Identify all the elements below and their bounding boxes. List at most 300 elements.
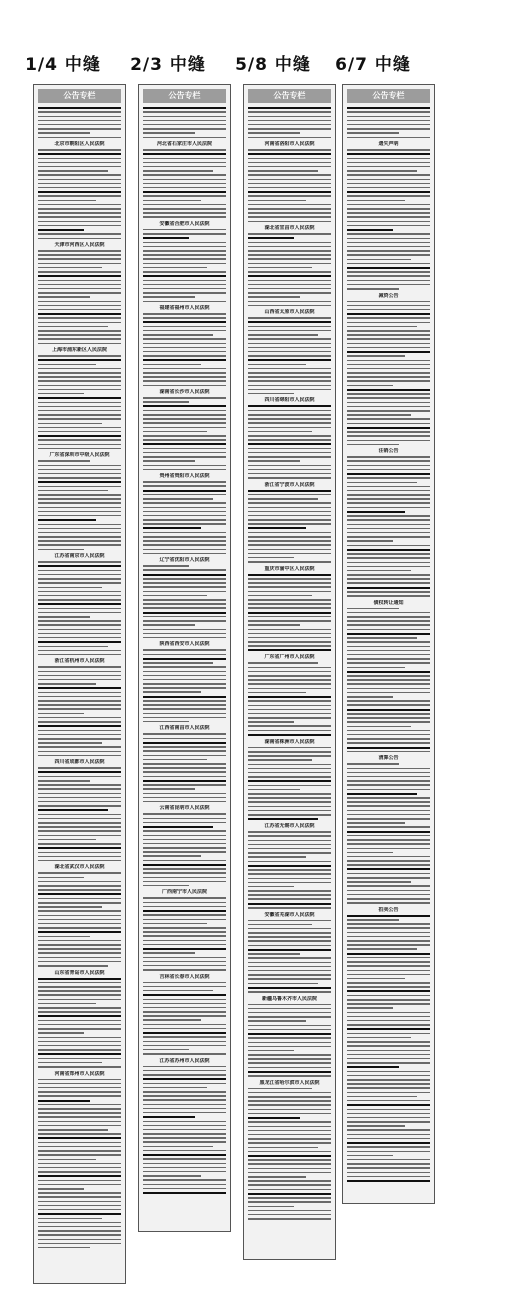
text-line (38, 910, 121, 912)
text-line (38, 238, 121, 240)
text-line (248, 840, 331, 842)
text-line (347, 965, 430, 967)
text-line (143, 864, 226, 866)
text-line (38, 767, 121, 769)
text-line (248, 208, 331, 210)
text-line (38, 637, 121, 639)
text-line (248, 1020, 306, 1022)
text-line (347, 477, 430, 479)
text-line (347, 763, 399, 765)
notice-heading: 江苏省苏州市人民法院 (159, 1057, 210, 1064)
text-line (38, 708, 121, 710)
text-line (143, 923, 207, 925)
text-line (38, 1104, 121, 1106)
text-line (38, 1007, 121, 1009)
text-line (143, 868, 226, 870)
text-line (38, 650, 121, 652)
text-line (38, 343, 121, 345)
notice-heading: 广东省广州市人民法院 (264, 654, 315, 661)
text-line (38, 717, 121, 719)
text-line (248, 347, 331, 349)
text-line (248, 768, 331, 770)
text-line (248, 1113, 331, 1115)
text-line (347, 578, 430, 580)
text-line (38, 1011, 121, 1013)
text-line (248, 1134, 331, 1136)
text-line (143, 544, 226, 546)
text-line (143, 532, 226, 534)
text-line (347, 595, 430, 597)
text-line (143, 818, 226, 820)
text-line (248, 473, 331, 475)
text-line (143, 507, 226, 509)
text-line (143, 355, 226, 357)
text-line (248, 607, 331, 609)
text-line (347, 738, 430, 740)
text-line (347, 932, 430, 934)
text-line (38, 519, 96, 521)
text-line (347, 894, 430, 896)
text-line (248, 890, 331, 892)
text-line (38, 986, 121, 988)
text-line (347, 667, 405, 669)
text-line (248, 662, 318, 664)
text-line (143, 179, 226, 181)
text-line (143, 1091, 226, 1093)
text-line (347, 826, 430, 828)
text-line (143, 965, 226, 967)
text-line (143, 999, 226, 1001)
text-line (347, 372, 430, 374)
text-line (347, 620, 430, 622)
text-line (347, 1146, 430, 1148)
text-line (347, 216, 430, 218)
text-line (143, 700, 226, 702)
text-line (38, 233, 121, 235)
text-line (143, 452, 226, 454)
text-line (38, 309, 121, 311)
text-line (248, 940, 331, 942)
text-line (143, 591, 226, 593)
text-line (248, 1163, 331, 1165)
text-line (347, 343, 430, 345)
notice-heading: 山西省太原市人民法院 (264, 309, 315, 316)
text-line (248, 271, 331, 273)
text-line (248, 1100, 331, 1102)
text-line (38, 486, 121, 488)
text-line (347, 351, 430, 353)
text-line (143, 830, 226, 832)
text-line (143, 776, 226, 778)
text-line (347, 801, 430, 803)
text-line (38, 957, 121, 959)
text-line (38, 893, 121, 895)
text-line (248, 721, 294, 723)
text-line (248, 974, 331, 976)
text-line (38, 1116, 121, 1118)
text-line (143, 784, 226, 786)
notice-heading: 山东省青岛市人民法院 (54, 969, 105, 976)
text-line (248, 1180, 331, 1182)
text-line (38, 755, 121, 757)
notice-heading: 清算公告 (378, 755, 399, 762)
text-line (143, 847, 226, 849)
text-line (38, 599, 121, 601)
text-line (347, 784, 430, 786)
text-line (347, 831, 430, 833)
text-line (347, 482, 417, 484)
text-line (248, 831, 331, 833)
text-line (38, 885, 121, 887)
text-line (347, 944, 430, 946)
text-line (248, 1058, 331, 1060)
text-line (143, 380, 226, 382)
text-line (248, 523, 331, 525)
text-line (143, 713, 226, 715)
text-line (347, 730, 430, 732)
text-line (143, 385, 226, 387)
text-line (248, 675, 331, 677)
text-line (248, 1025, 331, 1027)
text-line (38, 1087, 121, 1089)
text-line (38, 1243, 121, 1245)
text-line (38, 725, 121, 727)
text-line (143, 313, 226, 315)
column-header-3: 公告专栏 (248, 89, 331, 103)
notice-heading: 拍卖公告 (378, 906, 399, 913)
text-line (38, 1100, 90, 1102)
text-line (143, 553, 226, 555)
text-line (347, 288, 399, 290)
text-line (347, 376, 430, 378)
text-line (143, 771, 226, 773)
text-line (248, 242, 331, 244)
text-line (38, 1146, 121, 1148)
text-line (38, 498, 121, 500)
text-line (248, 818, 318, 820)
text-line (38, 254, 121, 256)
text-line (248, 561, 331, 563)
text-line (38, 1037, 121, 1039)
text-line (38, 153, 121, 155)
text-line (38, 881, 121, 883)
text-line (248, 120, 331, 122)
text-line (347, 974, 430, 976)
text-line (248, 806, 331, 808)
text-line (143, 166, 226, 168)
text-line (347, 557, 430, 559)
text-line (143, 691, 201, 693)
text-line (248, 137, 331, 139)
text-line (347, 200, 405, 202)
text-line (347, 149, 430, 151)
text-line (248, 949, 331, 951)
text-line (143, 347, 226, 349)
text-line (347, 229, 393, 231)
text-line (248, 200, 306, 202)
text-line (248, 920, 331, 922)
text-line (347, 170, 417, 172)
text-line (248, 1088, 312, 1090)
text-line (143, 271, 226, 273)
text-line (38, 961, 121, 963)
text-line (38, 389, 121, 391)
text-line (248, 1184, 331, 1186)
text-line (248, 465, 331, 467)
text-line (143, 813, 226, 815)
text-line (143, 860, 226, 862)
text-line (38, 994, 121, 996)
notice-heading: 债权转让通知 (373, 599, 404, 606)
text-line (347, 263, 430, 265)
text-line (347, 688, 430, 690)
text-line (38, 296, 90, 298)
text-line (248, 368, 331, 370)
text-line (347, 637, 417, 639)
text-line (143, 633, 226, 635)
text-line (143, 948, 226, 950)
text-line (143, 296, 195, 298)
text-line (38, 902, 121, 904)
text-line (38, 1125, 121, 1127)
text-line (38, 120, 121, 122)
text-line (143, 801, 226, 803)
text-line (248, 212, 331, 214)
text-line (248, 1172, 331, 1174)
column-body-2 (143, 107, 226, 1227)
text-line (347, 890, 430, 892)
text-line (38, 877, 84, 879)
text-line (38, 263, 121, 265)
text-line (143, 755, 226, 757)
text-line (248, 1214, 331, 1216)
text-line (38, 906, 102, 908)
text-line (347, 242, 430, 244)
text-line (38, 170, 108, 172)
notice-column-1 (33, 84, 126, 1284)
text-line (248, 1126, 331, 1128)
text-line (347, 574, 430, 576)
text-line (248, 221, 331, 223)
text-line (38, 608, 121, 610)
text-line (347, 856, 430, 858)
text-line (248, 553, 331, 555)
text-line (38, 814, 121, 816)
text-line (38, 532, 121, 534)
text-line (38, 633, 121, 635)
text-line (38, 216, 121, 218)
text-line (347, 389, 430, 391)
text-line (248, 932, 331, 934)
text-line (143, 401, 189, 403)
text-line (347, 385, 393, 387)
text-line (143, 494, 226, 496)
text-line (347, 1028, 430, 1030)
text-line (143, 456, 226, 458)
text-line (38, 1079, 121, 1081)
text-line (347, 128, 430, 130)
text-line (347, 322, 430, 324)
text-line (38, 692, 121, 694)
text-line (143, 153, 226, 155)
text-line (248, 692, 306, 694)
text-line (347, 662, 430, 664)
text-line (38, 734, 121, 736)
text-line (38, 654, 121, 656)
text-line (38, 742, 102, 744)
text-line (347, 469, 430, 471)
text-line (248, 898, 331, 900)
text-line (248, 549, 331, 551)
text-line (347, 116, 430, 118)
text-line (38, 889, 121, 891)
text-line (347, 936, 430, 938)
text-line (143, 982, 226, 984)
text-line (248, 1197, 331, 1199)
text-line (38, 469, 121, 471)
text-line (347, 221, 430, 223)
text-line (248, 288, 331, 290)
text-line (143, 582, 226, 584)
text-line (347, 986, 430, 988)
text-line (347, 780, 430, 782)
text-line (38, 852, 121, 854)
text-line (347, 616, 430, 618)
text-line (38, 843, 121, 845)
text-line (347, 313, 430, 315)
text-line (248, 1016, 331, 1018)
text-line (248, 633, 331, 635)
text-line (248, 448, 331, 450)
notice-heading: 天津市河西区人民法院 (54, 242, 105, 249)
text-line (38, 923, 121, 925)
text-line (347, 1003, 430, 1005)
text-line (143, 1167, 226, 1169)
text-line (143, 191, 226, 193)
text-line (248, 1092, 331, 1094)
text-line (38, 301, 121, 303)
notice-heading: 安徽省芜湖市人民法院 (264, 911, 315, 918)
text-line (248, 810, 331, 812)
text-line (143, 658, 226, 660)
text-line (38, 385, 121, 387)
text-line (347, 435, 430, 437)
text-line (347, 124, 430, 126)
text-line (248, 894, 331, 896)
text-line (248, 343, 331, 345)
text-line (248, 1042, 331, 1044)
text-line (347, 1020, 430, 1022)
text-line (248, 1193, 331, 1195)
text-line (143, 1121, 226, 1123)
text-line (248, 250, 331, 252)
text-line (143, 351, 226, 353)
column-title-2: 2/3 中缝 (130, 55, 206, 75)
text-line (347, 191, 430, 193)
text-line (248, 759, 312, 761)
text-line (38, 132, 90, 134)
text-line (143, 780, 226, 782)
text-line (38, 267, 102, 269)
text-line (248, 1104, 331, 1106)
text-line (143, 877, 226, 879)
text-line (347, 970, 430, 972)
text-line (347, 1109, 430, 1111)
text-line (248, 418, 331, 420)
text-line (248, 848, 331, 850)
text-line (143, 885, 189, 887)
text-line (38, 326, 108, 328)
text-line (143, 679, 226, 681)
text-line (143, 208, 226, 210)
text-line (347, 414, 411, 416)
text-line (38, 258, 121, 260)
text-line (347, 692, 430, 694)
text-line (248, 179, 331, 181)
text-line (248, 755, 331, 757)
text-line (248, 1147, 318, 1149)
text-line (347, 1134, 430, 1136)
text-line (347, 183, 430, 185)
text-line (248, 237, 294, 239)
text-line (248, 966, 331, 968)
text-line (248, 1151, 331, 1153)
text-line (248, 1004, 331, 1006)
column-title-3: 5/8 中缝 (235, 55, 311, 75)
text-line (38, 410, 121, 412)
text-line (248, 936, 331, 938)
text-line (248, 364, 306, 366)
text-line (143, 1133, 226, 1135)
text-line (248, 166, 331, 168)
text-line (38, 565, 121, 567)
text-line (38, 990, 121, 992)
text-line (38, 591, 121, 593)
text-line (248, 776, 331, 778)
text-line (347, 818, 430, 820)
text-line (347, 238, 430, 240)
text-line (38, 738, 121, 740)
text-line (38, 1028, 121, 1030)
text-line (143, 750, 226, 752)
text-line (38, 204, 121, 206)
text-line (347, 1050, 430, 1052)
text-line (248, 149, 331, 151)
text-line (143, 616, 226, 618)
text-line (143, 321, 226, 323)
text-line (143, 1074, 226, 1076)
text-line (143, 132, 195, 134)
text-line (347, 519, 430, 521)
text-line (143, 1188, 226, 1190)
text-line (143, 574, 226, 576)
text-line (347, 713, 430, 715)
text-line (143, 258, 226, 260)
text-line (347, 1163, 430, 1165)
text-line (347, 1075, 430, 1077)
text-line (143, 549, 226, 551)
text-line (347, 1041, 430, 1043)
text-line (347, 624, 430, 626)
text-line (347, 835, 430, 837)
text-line (248, 793, 331, 795)
text-line (248, 385, 331, 387)
text-line (248, 111, 331, 113)
text-line (347, 658, 430, 660)
text-line (143, 250, 226, 252)
text-line (347, 111, 430, 113)
text-line (38, 1175, 121, 1177)
